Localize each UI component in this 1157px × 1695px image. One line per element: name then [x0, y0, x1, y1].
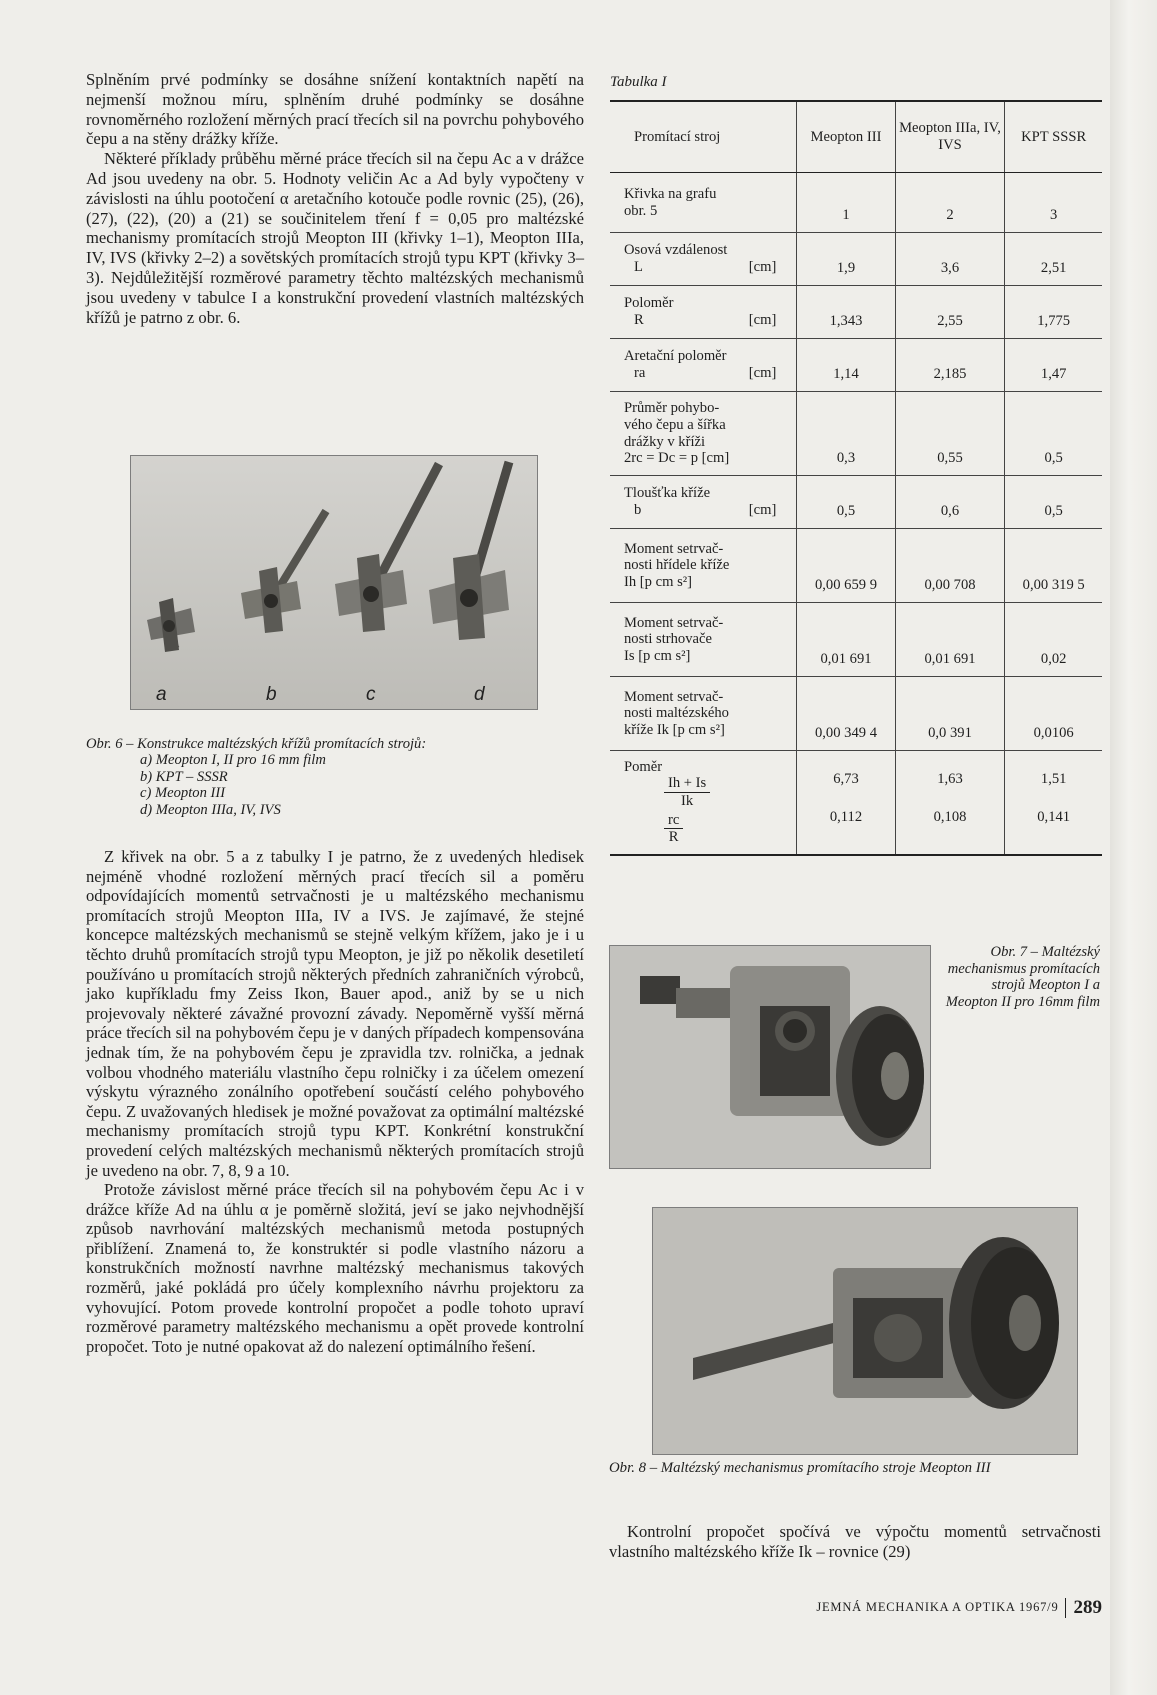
fraction-numerator: rc	[664, 812, 683, 830]
table-cell: 1,775	[1005, 286, 1102, 339]
table-title: Tabulka I	[610, 74, 667, 90]
table-cell: 2,51	[1005, 233, 1102, 286]
unit-label: [cm]	[748, 259, 777, 275]
table-cell: 1,47	[1005, 339, 1102, 392]
paragraph: Kontrolní propočet spočívá ve výpočtu momentů setrvačnosti vlastního maltézského kříže Ik – rovnice (29)	[609, 1522, 1101, 1561]
table-cell: 0,3	[797, 392, 895, 476]
ratio-value-2: 0,112	[829, 809, 863, 826]
figure-7-caption: Obr. 7 – Maltézský mechanismus promítacích strojů Meopton I a Meopton II pro 16mm film	[945, 944, 1100, 1010]
footer-divider	[1065, 1598, 1066, 1618]
table-row-label	[610, 476, 797, 529]
table-row-label	[610, 529, 797, 603]
figure-label-d: d	[474, 684, 485, 705]
label-line: Křivka na grafu	[624, 185, 717, 202]
label-line: obr. 5	[624, 202, 658, 219]
table-row-label	[610, 339, 797, 392]
ratio-value-1: 1,51	[1040, 771, 1067, 788]
ratio-label: Poměr	[624, 758, 663, 775]
table-cell: 0,6	[895, 476, 1005, 529]
table-cell: 0,00 349 4	[797, 677, 895, 751]
table-row	[610, 173, 1102, 233]
figure-6-labels	[130, 684, 536, 708]
table-cell: 0,5	[1005, 392, 1102, 476]
table-cell: 0,5	[797, 476, 895, 529]
table-row	[610, 286, 1102, 339]
table-cell: 3	[1005, 173, 1102, 233]
unit-label: [cm]	[748, 502, 777, 518]
left-column-text	[86, 70, 584, 327]
fraction-denominator: Ik	[681, 792, 694, 809]
caption-item: a) Meopton I, II pro 16 mm film	[140, 752, 326, 769]
label-line: R	[634, 312, 644, 328]
figure-7-photo	[609, 945, 931, 1169]
specs-table	[610, 100, 1102, 856]
fraction-denominator: R	[668, 829, 679, 846]
page-number: 289	[1073, 1597, 1102, 1618]
table-cell: 0,00 319 5	[1005, 529, 1102, 603]
table-row-label	[610, 603, 797, 677]
label-line: Ih [p cm s²]	[624, 573, 693, 590]
table-row	[610, 677, 1102, 751]
table-row	[610, 339, 1102, 392]
table-cell: 2,185	[895, 339, 1005, 392]
table-cell: 0,55	[895, 392, 1005, 476]
caption-title: Obr. 6 – Konstrukce maltézských křížů promítacích strojů:	[86, 736, 427, 752]
table-row	[610, 603, 1102, 677]
fraction-inertia	[664, 775, 710, 809]
figure-8-photo	[652, 1207, 1078, 1455]
label-line: Moment setrvač-	[624, 688, 724, 705]
table-header: Promítací stroj	[610, 101, 797, 173]
table-header: KPT SSSR	[1005, 101, 1102, 173]
left-column-text-lower	[86, 847, 584, 1356]
unit-label: [cm]	[748, 365, 777, 381]
label-line: drážky v kříži	[624, 433, 706, 450]
table-cell: 1,14	[797, 339, 895, 392]
table-header: Meopton IIIa, IV, IVS	[895, 101, 1005, 173]
table-row	[610, 233, 1102, 286]
label-line: Poloměr	[624, 295, 674, 312]
label-line: Moment setrvač-	[624, 540, 724, 557]
ratio-value-1: 1,63	[937, 771, 963, 788]
figure-6-photo	[130, 455, 538, 710]
journal-name: JEMNÁ MECHANIKA A OPTIKA 1967/9	[816, 1599, 1059, 1614]
label-line: Is [p cm s²]	[624, 647, 691, 664]
table-row-label	[610, 392, 797, 476]
table-cell: 0,0 391	[895, 677, 1005, 751]
label-line: nosti hřídele kříže	[624, 557, 730, 574]
label-line: Aretační poloměr	[624, 348, 727, 365]
table-row-label	[610, 286, 797, 339]
label-line: 2rc = Dc = p [cm]	[624, 450, 730, 467]
fraction-radius	[664, 812, 683, 846]
caption-item: c) Meopton III	[140, 785, 226, 802]
figure-8-caption: Obr. 8 – Maltézský mechanismus promítacího stroje Meopton III	[609, 1460, 991, 1476]
label-line: Moment setrvač-	[624, 614, 724, 631]
label-line: vého čepu a šířka	[624, 416, 726, 433]
ratio-cell	[1005, 751, 1102, 855]
label-line: ra	[634, 365, 646, 381]
table-cell: 1,343	[797, 286, 895, 339]
label-line: b	[634, 502, 642, 518]
ratio-value-2: 0,108	[933, 809, 967, 826]
table-cell: 0,00 708	[895, 529, 1005, 603]
table-row	[610, 392, 1102, 476]
label-line: Osová vzdálenost	[624, 242, 728, 259]
label-line: Průměr pohybo-	[624, 400, 720, 417]
unit-label: [cm]	[748, 312, 777, 328]
table-cell: 0,02	[1005, 603, 1102, 677]
figure-6-caption	[86, 736, 584, 818]
right-column-text	[609, 1522, 1101, 1562]
table-row	[610, 529, 1102, 603]
table-row	[610, 476, 1102, 529]
fraction-numerator: Ih + Is	[664, 775, 710, 793]
ratio-label-cell	[610, 751, 797, 855]
table-header: Meopton III	[797, 101, 895, 173]
table-row-label	[610, 173, 797, 233]
table-cell: 1	[797, 173, 895, 233]
caption-item: d) Meopton IIIa, IV, IVS	[140, 801, 281, 818]
label-line: L	[634, 259, 643, 275]
table-cell: 0,00 659 9	[797, 529, 895, 603]
page-footer	[779, 1597, 1102, 1619]
paragraph: Splněním prvé podmínky se dosáhne snížení kontaktních napětí na nejmenší možnou míru, splněním druhé podmínky se dosáhne rovnoměrného rozložení měrných prací třecích sil na povrchu pohybového čepu a na stěny drážky kříže.	[86, 70, 584, 149]
table-cell: 2	[895, 173, 1005, 233]
ratio-value-1: 6,73	[833, 771, 859, 788]
table-cell: 2,55	[895, 286, 1005, 339]
table-cell: 0,5	[1005, 476, 1102, 529]
table-row-label	[610, 233, 797, 286]
table-cell: 0,01 691	[797, 603, 895, 677]
table-row-label	[610, 677, 797, 751]
figure-label-c: c	[366, 684, 376, 705]
label-line: kříže Ik [p cm s²]	[624, 721, 725, 738]
page-edge	[1110, 0, 1157, 1695]
table-cell: 0,01 691	[895, 603, 1005, 677]
table-cell: 0,0106	[1005, 677, 1102, 751]
figure-label-b: b	[266, 684, 277, 705]
paragraph: Z křivek na obr. 5 a z tabulky I je patrno, že z uvedených hledisek nejméně vhodné rozložení měrných prací třecích sil a poměru odpovídajících momentů setrvačnosti je u maltézského mechanismu promítacích strojů Meopton IIIa, IV a IVS. Je zajímavé, že stejné koncepce maltézských mechanismů se stejně velkým křížem, jako je i u těchto druhů promítacích strojů typu Meopton, je již po několik desetiletí používáno u promítacích strojů některých předních zahraničních výrobců, jako kupříkladu fmy Zeiss Ikon, Bauer apod., aniž by se u nich projevovaly některé závažné provozní závady. Nepoměrně vyšší měrná práce třecích sil na pohybovém čepu je v daných případech kompensována jednak tím, že na pohybovém čepu je zpravidla tzv. rolnička, a jednak volbou vhodného materiálu vlastního čepu rolničky i za účelem omezení výskytu výrazného zonálního opotřebení součástí celého pohybového čepu. Z uvažovaných hledisek je možné považovat za optimální maltézské mechanismy promítacích strojů typu KPT. Konkrétní konstrukční provedení celých maltézských mechanismů některých promítacích strojů je uvedeno na obr. 7, 8, 9 a 10.	[86, 847, 584, 1180]
table-cell: 1,9	[797, 233, 895, 286]
ratio-value-2: 0,141	[1037, 809, 1071, 826]
table-row-ratio	[610, 751, 1102, 855]
label-line: Tloušťka kříže	[624, 485, 711, 502]
ratio-cell	[895, 751, 1005, 855]
table-cell: 3,6	[895, 233, 1005, 286]
ratio-cell	[797, 751, 895, 855]
paragraph: Některé příklady průběhu měrné práce třecích sil na čepu Ac a v drážce Ad jsou uvedeny na obr. 5. Hodnoty veličin Ac a Ad byly vypočteny v závislosti na úhlu pootočení α aretačního kotouče podle rovnic (25), (26), (27), (22), (20) a (21) se součinitelem tření f = 0,05 pro maltézské mechanismy promítacích strojů Meopton III (křivky 1–1), Meopton IIIa, IV, IVS (křivky 2–2) a sovětských promítacích strojů typu KPT (křivky 3–3). Nejdůležitější rozměrové parametry těchto maltézských mechanismů jsou uvedeny v tabulce I a konstrukční provedení vlastních maltézských křížů je patrno z obr. 6.	[86, 149, 584, 327]
label-line: nosti maltézského	[624, 705, 729, 722]
figure-label-a: a	[156, 684, 167, 705]
paragraph: Protože závislost měrné práce třecích sil na pohybovém čepu Ac i v drážce kříže Ad na úhlu α je poměrně složitá, jeví se jako nejvhodnější způsob navrhování maltézských mechanismů metoda postupných přiblížení. Znamená to, že konstruktér si podle vlastního názoru a konstrukčních možností navrhne maltézský mechanismus takových rozměrů, jaké pokládá pro účely komplexního návrhu projektoru za vyhovující. Potom provede kontrolní propočet a podle tohoto upraví rozměrové parametry maltézského mechanismu a opět provede kontrolní propočet. Toto je nutné opakovat až do nalezení optimálního řešení.	[86, 1180, 584, 1356]
caption-item: b) KPT – SSSR	[140, 768, 228, 785]
table-header-row	[610, 101, 1102, 173]
label-line: nosti strhovače	[624, 631, 712, 648]
